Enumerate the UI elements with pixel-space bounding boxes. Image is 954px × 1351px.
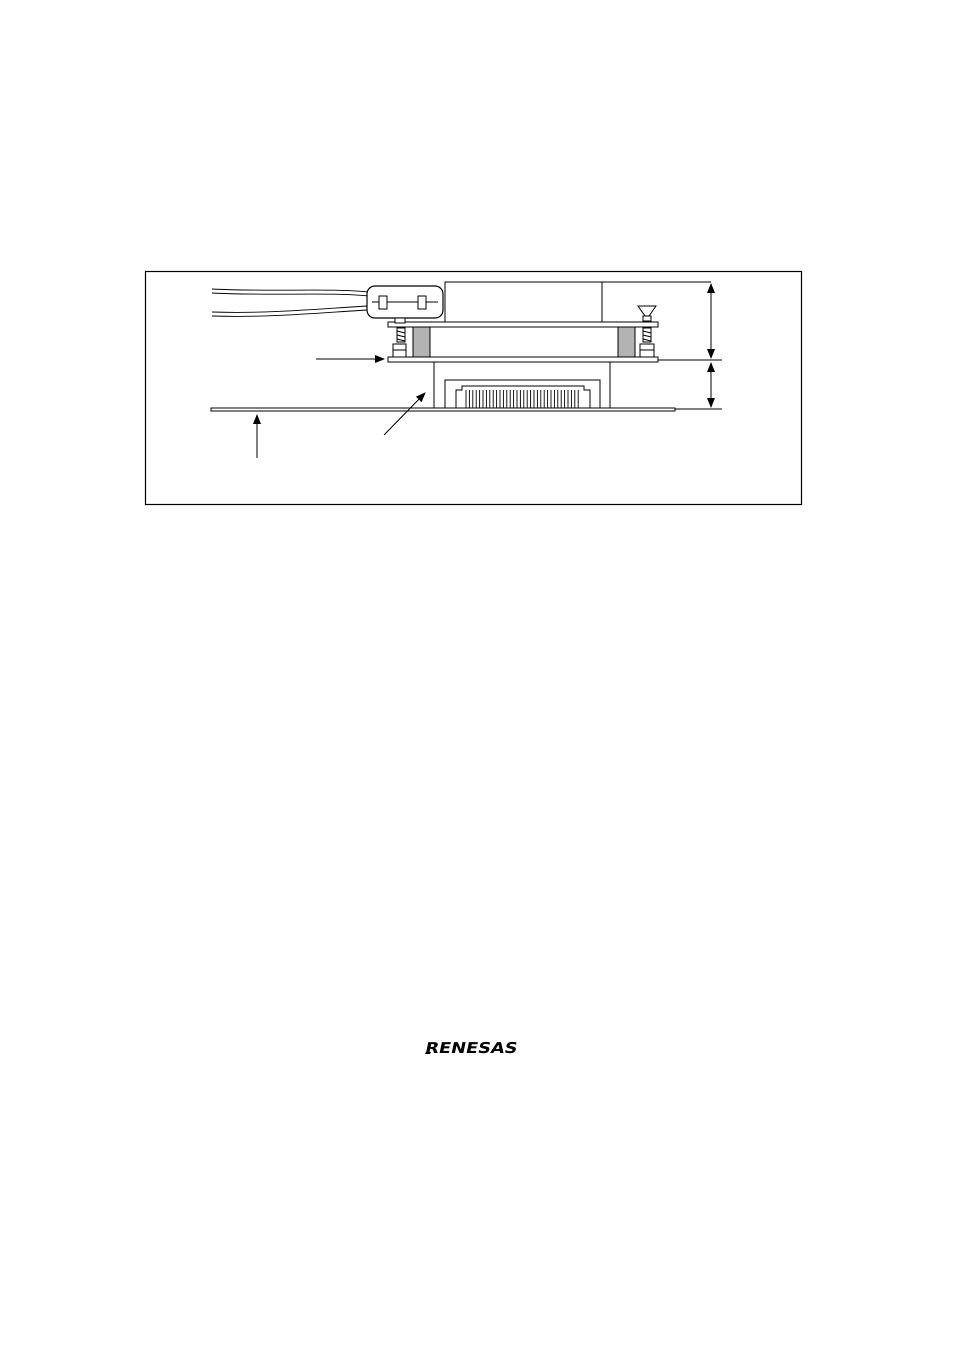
right-spacer [618,327,635,357]
upper-board [388,322,658,327]
target-board [211,408,722,411]
renesas-logo [424,1036,524,1058]
socket-connector [434,362,610,409]
svg-text:RENESAS: RENESAS [424,1039,506,1057]
lower-board [388,357,658,362]
right-wing-screw [638,306,656,357]
renesas-logo-mark [424,1036,524,1058]
pointer-arrow-socket [384,393,425,435]
upper-module [445,282,711,322]
cable-clamp [367,286,443,318]
left-spacer [413,327,430,357]
cable-bundle [212,289,368,316]
